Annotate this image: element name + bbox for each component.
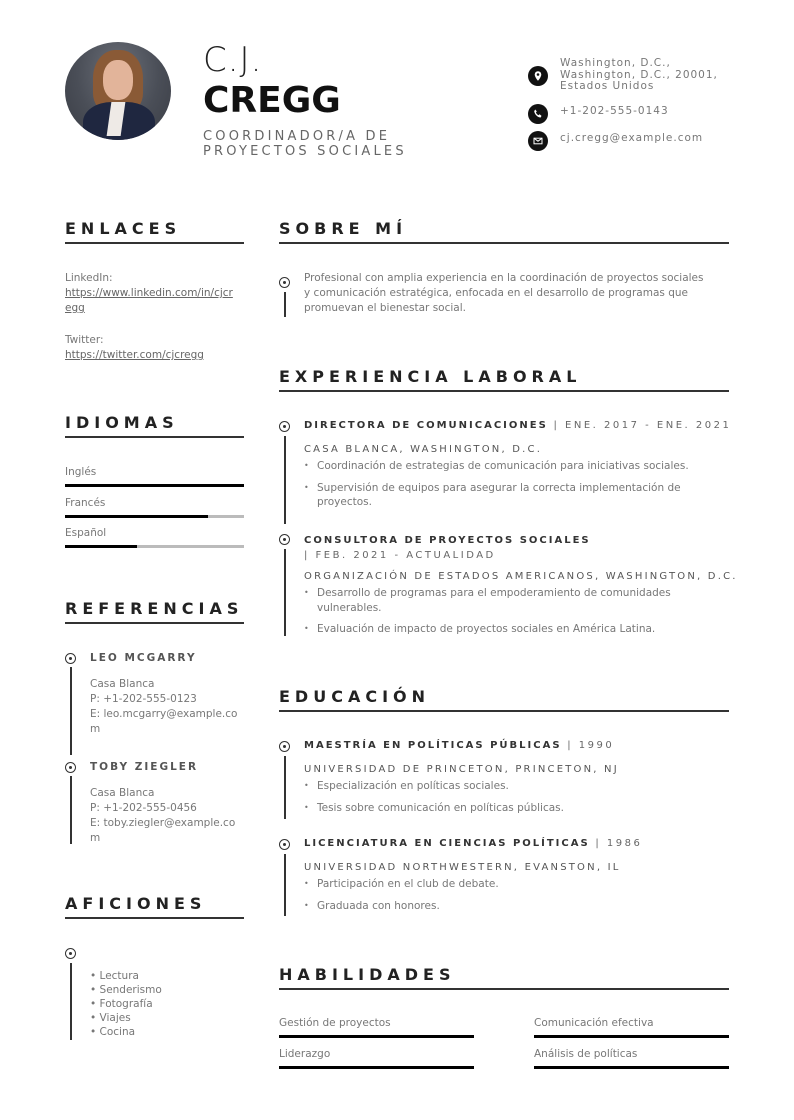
reference-email: E: leo.mcgarry@example.co bbox=[90, 708, 238, 720]
section-title-links: ENLACES bbox=[65, 219, 182, 238]
contact-phone bbox=[528, 104, 730, 124]
hobby-item: • Fotografía bbox=[90, 998, 153, 1010]
reference-email: E: toby.ziegler@example.co bbox=[90, 817, 236, 829]
section-title-about: SOBRE MÍ bbox=[279, 219, 408, 238]
section-divider bbox=[65, 917, 244, 919]
education-bullet: • Participación en el club de debate. bbox=[304, 877, 724, 892]
degree-name: LICENCIATURA EN CIENCIAS POLÍTICAS bbox=[304, 838, 590, 849]
language-level-bar bbox=[65, 484, 244, 487]
hobby-item: • Viajes bbox=[90, 1012, 131, 1024]
address-line: Washington, D.C., bbox=[560, 57, 671, 69]
about-line: Profesional con amplia experiencia en la coordinación de proyectos sociales bbox=[304, 272, 704, 284]
reference-email: m bbox=[90, 723, 101, 735]
reference-details bbox=[90, 677, 245, 737]
timeline-dot-icon bbox=[279, 534, 290, 545]
degree-name: MAESTRÍA EN POLÍTICAS PÚBLICAS bbox=[304, 740, 562, 751]
language-name: Inglés bbox=[65, 466, 97, 478]
job-title-line: COORDINADOR/A DE bbox=[203, 129, 391, 144]
location-pin-icon bbox=[528, 66, 548, 86]
reference-org: Casa Blanca bbox=[90, 678, 155, 690]
linkedin-url[interactable]: egg bbox=[65, 302, 85, 314]
phone-icon bbox=[528, 104, 548, 124]
job-organization: ORGANIZACIÓN DE ESTADOS AMERICANOS, WASHINGTON, D.C. bbox=[304, 571, 738, 582]
link-label: LinkedIn: bbox=[65, 272, 113, 284]
reference-details bbox=[90, 786, 245, 846]
skill-level-bar bbox=[279, 1035, 474, 1038]
skill-name: Análisis de políticas bbox=[534, 1048, 638, 1060]
about-text bbox=[304, 271, 734, 316]
twitter-url[interactable]: https://twitter.com/cjcregg bbox=[65, 349, 204, 361]
education-bullet: • Graduada con honores. bbox=[304, 899, 724, 914]
timeline-dot-icon bbox=[279, 741, 290, 752]
education-entry-title bbox=[304, 740, 614, 751]
job-role: CONSULTORA DE PROYECTOS SOCIALES bbox=[304, 535, 591, 546]
skill-name: Gestión de proyectos bbox=[279, 1017, 391, 1029]
degree-date: | 1990 bbox=[561, 740, 615, 751]
section-divider bbox=[279, 710, 729, 712]
section-title-hobbies: AFICIONES bbox=[65, 894, 207, 913]
job-date: | ENE. 2017 - ENE. 2021 bbox=[547, 420, 732, 431]
hobbies-list bbox=[90, 969, 162, 1039]
job-bullets bbox=[304, 459, 724, 510]
education-entry-title bbox=[304, 838, 642, 849]
email-address[interactable]: cj.cregg@example.com bbox=[560, 132, 704, 144]
section-divider bbox=[65, 622, 244, 624]
timeline-line bbox=[70, 776, 72, 844]
last-name: CREGG bbox=[203, 80, 341, 121]
link-label: Twitter: bbox=[65, 334, 104, 346]
section-divider bbox=[279, 988, 729, 990]
hobby-item: • Senderismo bbox=[90, 984, 162, 996]
job-bullets bbox=[304, 586, 704, 637]
education-bullets bbox=[304, 877, 724, 913]
language-name: Francés bbox=[65, 497, 106, 509]
section-divider bbox=[279, 242, 729, 244]
skill-name: Liderazgo bbox=[279, 1048, 331, 1060]
about-line: promuevan el bienestar social. bbox=[304, 302, 466, 314]
hobby-item: • Cocina bbox=[90, 1026, 136, 1038]
timeline-line bbox=[284, 756, 286, 819]
reference-org: Casa Blanca bbox=[90, 787, 155, 799]
profile-photo bbox=[65, 42, 171, 140]
timeline-line bbox=[284, 854, 286, 916]
job-entry-title bbox=[304, 420, 731, 431]
contact-email bbox=[528, 131, 730, 151]
job-role: DIRECTORA DE COMUNICACIONES bbox=[304, 420, 548, 431]
first-name: C.J. bbox=[203, 40, 263, 80]
section-divider bbox=[279, 390, 729, 392]
timeline-line bbox=[284, 436, 286, 524]
language-level-bar bbox=[65, 545, 244, 548]
timeline-line bbox=[70, 963, 72, 1040]
section-title-education: EDUCACIÓN bbox=[279, 687, 431, 706]
language-name: Español bbox=[65, 527, 107, 539]
skill-name: Comunicación efectiva bbox=[534, 1017, 654, 1029]
timeline-line bbox=[284, 292, 286, 317]
education-bullet: • Especialización en políticas sociales. bbox=[304, 779, 724, 794]
job-bullet: • Supervisión de equipos para asegurar la correcta implementación de proyectos. bbox=[304, 481, 704, 510]
job-title-line: PROYECTOS SOCIALES bbox=[203, 144, 407, 159]
timeline-dot-icon bbox=[65, 653, 76, 664]
timeline-dot-icon bbox=[279, 421, 290, 432]
language-level-bar bbox=[65, 515, 244, 518]
timeline-dot-icon bbox=[65, 948, 76, 959]
linkedin-url[interactable]: https://www.linkedin.com/in/cjcr bbox=[65, 287, 233, 299]
contact-address bbox=[528, 58, 730, 93]
address-line: Washington, D.C., 20001, bbox=[560, 68, 718, 81]
job-bullet: • Coordinación de estrategias de comunicación para iniciativas sociales. bbox=[304, 459, 724, 474]
job-bullet: • Evaluación de impacto de proyectos sociales en América Latina. bbox=[304, 622, 704, 637]
section-divider bbox=[65, 436, 244, 438]
job-organization: CASA BLANCA, WASHINGTON, D.C. bbox=[304, 444, 543, 455]
job-bullet: • Desarrollo de programas para el empoderamiento de comunidades vulnerables. bbox=[304, 586, 694, 615]
phone-number[interactable]: +1-202-555-0143 bbox=[560, 105, 669, 117]
section-title-skills: HABILIDADES bbox=[279, 965, 456, 984]
timeline-line bbox=[70, 667, 72, 755]
education-bullet: • Tesis sobre comunicación en políticas públicas. bbox=[304, 801, 724, 816]
degree-date: | 1986 bbox=[589, 838, 643, 849]
timeline-dot-icon bbox=[279, 839, 290, 850]
timeline-dot-icon bbox=[65, 762, 76, 773]
envelope-icon bbox=[528, 131, 548, 151]
section-title-experience: EXPERIENCIA LABORAL bbox=[279, 367, 582, 386]
job-title bbox=[203, 129, 463, 159]
link-linkedin bbox=[65, 271, 245, 316]
section-divider bbox=[65, 242, 244, 244]
skill-level-bar bbox=[534, 1066, 729, 1069]
reference-email: m bbox=[90, 832, 101, 844]
reference-name: LEO MCGARRY bbox=[90, 652, 197, 664]
section-title-references: REFERENCIAS bbox=[65, 599, 244, 618]
skill-level-bar bbox=[279, 1066, 474, 1069]
education-bullets bbox=[304, 779, 724, 815]
job-date: | FEB. 2021 - ACTUALIDAD bbox=[304, 550, 496, 561]
address-line: Estados Unidos bbox=[560, 80, 655, 92]
school-name: UNIVERSIDAD DE PRINCETON, PRINCETON, NJ bbox=[304, 764, 619, 775]
reference-name: TOBY ZIEGLER bbox=[90, 761, 199, 773]
job-entry-title bbox=[304, 533, 604, 563]
reference-phone: P: +1-202-555-0456 bbox=[90, 802, 197, 814]
skill-level-bar bbox=[534, 1035, 729, 1038]
school-name: UNIVERSIDAD NORTHWESTERN, EVANSTON, IL bbox=[304, 862, 621, 873]
about-line: y comunicación estratégica, enfocada en el desarrollo de programas que bbox=[304, 287, 688, 299]
section-title-languages: IDIOMAS bbox=[65, 413, 179, 432]
hobby-item: • Lectura bbox=[90, 970, 139, 982]
timeline-dot-icon bbox=[279, 277, 290, 288]
reference-phone: P: +1-202-555-0123 bbox=[90, 693, 197, 705]
link-twitter bbox=[65, 333, 245, 363]
timeline-line bbox=[284, 549, 286, 636]
